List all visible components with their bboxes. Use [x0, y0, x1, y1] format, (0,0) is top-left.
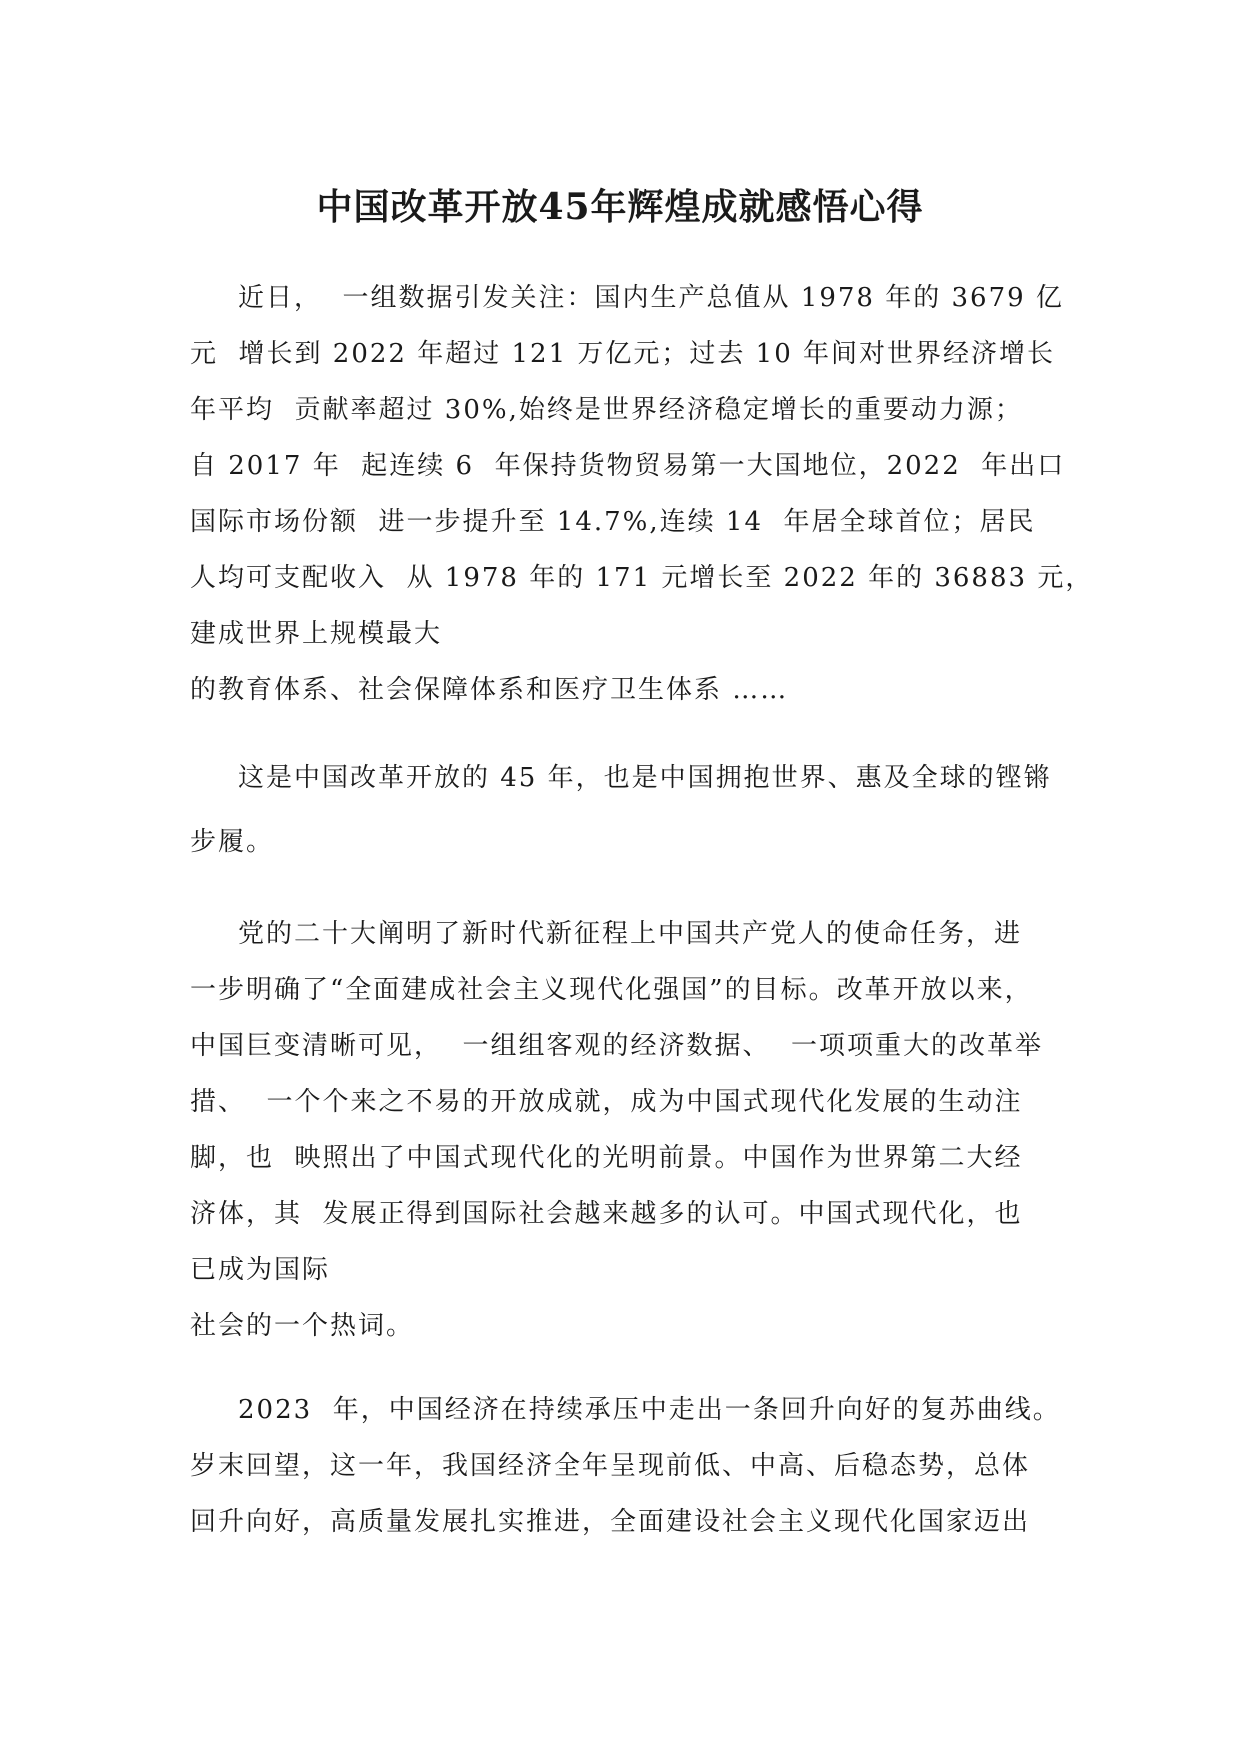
paragraph-line: 元 增长到 2022 年超过 121 万亿元；过去 10 年间对世界经济增长	[190, 339, 1055, 369]
paragraph-line: 回升向好，高质量发展扎实推进，全面建设社会主义现代化国家迈出	[190, 1507, 1031, 1537]
paragraph-line: 步履。	[190, 827, 275, 857]
paragraph-4	[190, 1382, 1070, 1550]
paragraph-line: 人均可支配收入 从 1978 年的 171 元增长至 2022 年的 36883 元，	[190, 563, 1094, 593]
paragraph-line: 措、 一个个来之不易的开放成就，成为中国式现代化发展的生动注	[190, 1087, 1023, 1117]
paragraph-line: 济体，其 发展正得到国际社会越来越多的认可。中国式现代化，也	[190, 1199, 1023, 1229]
paragraph-1	[190, 270, 1094, 718]
paragraph-line: 自 2017 年 起连续 6 年保持货物贸易第一大国地位，2022 年出口	[190, 451, 1066, 481]
paragraph-line: 岁末回望，这一年，我国经济全年呈现前低、中高、后稳态势，总体	[190, 1451, 1031, 1481]
paragraph-line: 的教育体系、社会保障体系和医疗卫生体系 ……	[190, 675, 789, 705]
paragraph-3	[190, 906, 1070, 1354]
paragraph-line: 社会的一个热词。	[190, 1311, 415, 1341]
paragraph-line: 已成为国际	[190, 1255, 331, 1285]
document-title: 中国改革开放45年辉煌成就感悟心得	[316, 186, 924, 228]
paragraph-line: 2023 年，中国经济在持续承压中走出一条回升向好的复苏曲线。	[238, 1395, 1061, 1425]
paragraph-line: 这是中国改革开放的 45 年，也是中国拥抱世界、惠及全球的铿锵	[238, 763, 1052, 793]
paragraph-line: 一步明确了“全面建成社会主义现代化强国”的目标。改革开放以来，	[190, 975, 1033, 1005]
paragraph-line: 国际市场份额 进一步提升至 14.7%,连续 14 年居全球首位；居民	[190, 507, 1036, 537]
paragraph-2	[190, 746, 1070, 874]
paragraph-line: 党的二十大阐明了新时代新征程上中国共产党人的使命任务，进	[238, 919, 1023, 949]
paragraph-line: 近日， 一组数据引发关注：国内生产总值从 1978 年的 3679 亿	[238, 283, 1064, 313]
paragraph-line: 脚，也 映照出了中国式现代化的光明前景。中国作为世界第二大经	[190, 1143, 1023, 1173]
paragraph-line: 年平均 贡献率超过 30%,始终是世界经济稳定增长的重要动力源；	[190, 395, 1023, 425]
paragraph-line: 中国巨变清晰可见， 一组组客观的经济数据、 一项项重大的改革举	[190, 1031, 1044, 1061]
paragraph-line: 建成世界上规模最大	[190, 619, 443, 649]
